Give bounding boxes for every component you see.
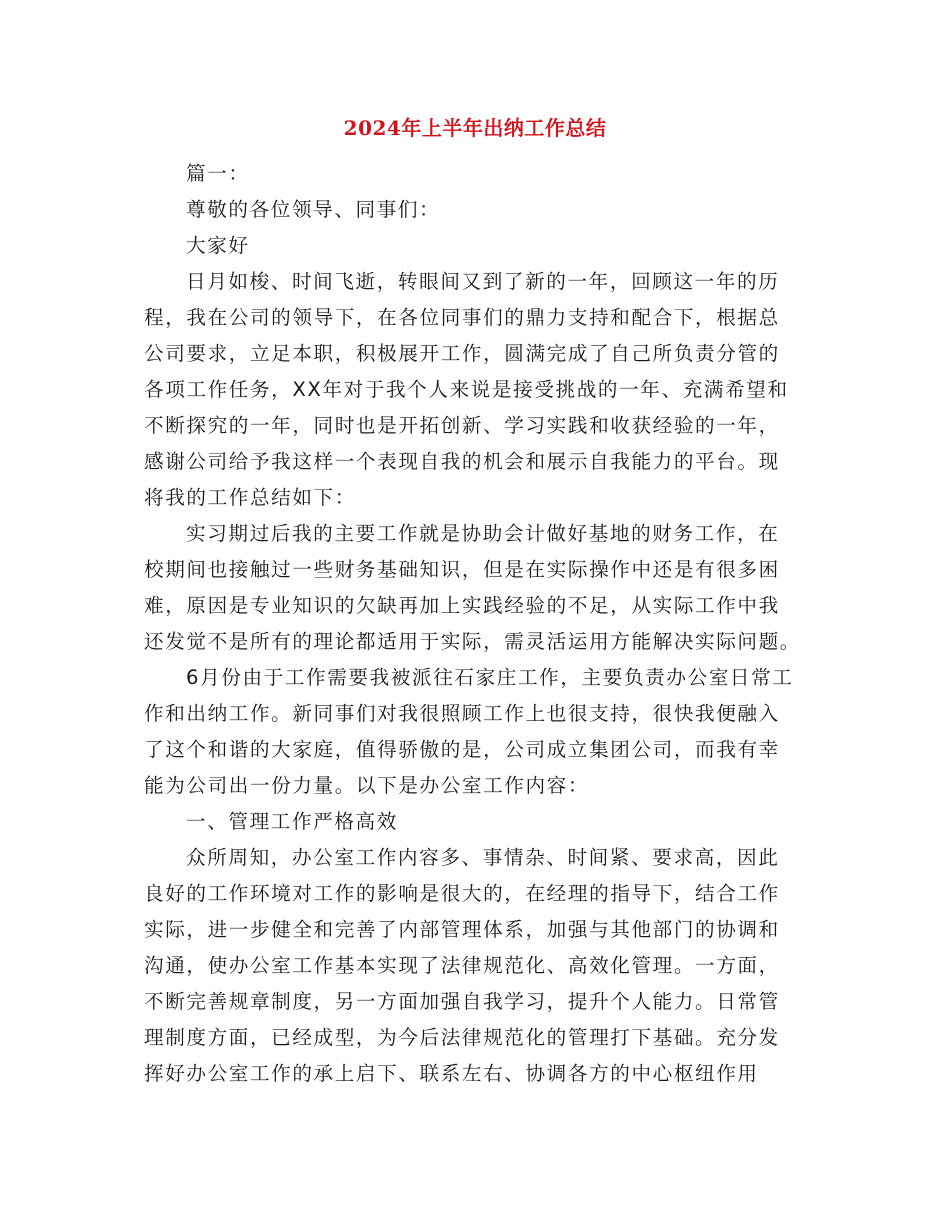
text-line: 不断完善规章制度，另一方面加强自我学习，提升个人能力。日常管 — [144, 990, 780, 1013]
text-line: 良好的工作环境对工作的影响是很大的，在经理的指导下，结合工作 — [144, 882, 780, 905]
text-line: 还发觉不是所有的理论都适用于实际，需灵活运用方能解决实际问题。 — [144, 630, 802, 653]
text-line: 能为公司出一份力量。以下是办公室工作内容： — [144, 774, 590, 797]
text-line: 实际，进一步健全和完善了内部管理体系，加强与其他部门的协调和 — [144, 918, 780, 941]
text-line: 难，原因是专业知识的欠缺再加上实践经验的不足，从实际工作中我 — [144, 594, 780, 617]
text-line: 一、管理工作严格高效 — [186, 810, 398, 833]
text-line: 篇一： — [186, 162, 250, 185]
document-title: 2024年上半年出纳工作总结 — [343, 116, 607, 140]
text-line: 不断探究的一年，同时也是开拓创新、学习实践和收获经验的一年， — [144, 414, 780, 437]
text-line: 日月如梭、时间飞逝，转眼间又到了新的一年，回顾这一年的历 — [186, 270, 780, 293]
text-line: 了这个和谐的大家庭，值得骄傲的是，公司成立集团公司，而我有幸 — [144, 738, 780, 761]
text-line: 实习期过后我的主要工作就是协助会计做好基地的财务工作，在 — [186, 522, 780, 545]
text-line: 校期间也接触过一些财务基础知识，但是在实际操作中还是有很多困 — [144, 558, 780, 581]
text-line: 众所周知，办公室工作内容多、事情杂、时间紧、要求高，因此 — [186, 846, 780, 869]
text-line: 公司要求，立足本职，积极展开工作，圆满完成了自己所负责分管的 — [144, 342, 780, 365]
text-line: 感谢公司给予我这样一个表现自我的机会和展示自我能力的平台。现 — [144, 450, 780, 473]
text-line: 尊敬的各位领导、同事们： — [186, 198, 441, 221]
text-line: 大家好 — [186, 234, 250, 257]
text-line: 沟通，使办公室工作基本实现了法律规范化、高效化管理。一方面， — [144, 954, 780, 977]
text-line: 各项工作任务，XX年对于我个人来说是接受挑战的一年、充满希望和 — [144, 378, 789, 401]
text-line: 6月份由于工作需要我被派往石家庄工作，主要负责办公室日常工 — [186, 666, 794, 689]
text-line: 挥好办公室工作的承上启下、联系左右、协调各方的中心枢纽作用 — [144, 1062, 759, 1085]
text-line: 将我的工作总结如下： — [144, 486, 356, 509]
text-line: 理制度方面，已经成型，为今后法律规范化的管理打下基础。充分发 — [144, 1026, 780, 1049]
text-line: 程，我在公司的领导下，在各位同事们的鼎力支持和配合下，根据总 — [144, 306, 780, 329]
document-body — [144, 156, 810, 1092]
text-line: 作和出纳工作。新同事们对我很照顾工作上也很支持，很快我便融入 — [144, 702, 780, 725]
